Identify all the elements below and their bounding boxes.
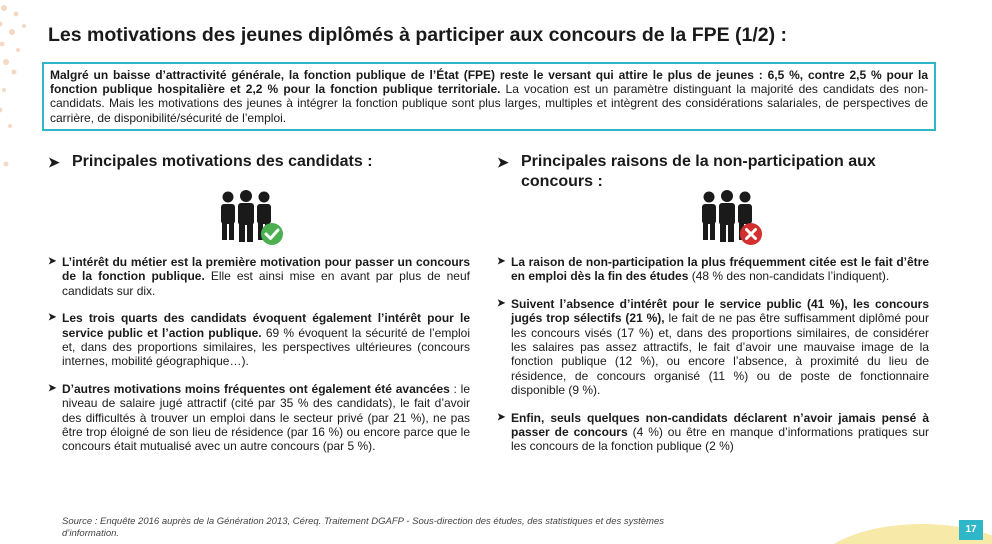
- bullet-arrow-icon: ➤: [497, 297, 506, 309]
- candidates-section: [48, 152, 470, 454]
- non-candidates-section: [497, 152, 929, 454]
- bullet-text: (4 %) ou être en manque d’informations pratiques sur les concours de la fonction publique (2 %): [511, 425, 929, 454]
- bullet-arrow-icon: ➤: [497, 411, 506, 423]
- list-item: [497, 411, 929, 454]
- bullet-bold: L’intérêt du métier est la première motivation pour passer un concours de la fonction publique.: [62, 255, 470, 284]
- bullet-bold: Suivent l’absence d’intérêt pour le service public (41 %), les concours jugés trop sélectifs (21 %),: [511, 296, 929, 326]
- bullet-arrow-icon: ➤: [48, 382, 57, 394]
- bullet-text: (48 % des non-candidats l’indiquent).: [688, 269, 890, 284]
- section-heading-text: Principales motivations des candidats :: [72, 153, 373, 170]
- bullet-bold: Les trois quarts des candidats évoquent également l’intérêt pour le service public et l’action publique.: [62, 311, 470, 340]
- bullet-text: Elle est ainsi mise en avant par plus de neuf candidats sur dix.: [62, 269, 470, 298]
- candidates-bullets: [48, 255, 470, 454]
- list-item: [497, 297, 929, 398]
- bullet-text: le fait de ne pas être suffisamment diplômé pour les concours visés (17 %) et, dans des proportions similaires, de considérer les salaires pas assez attractifs, le fait d’avoir une mauvaise image de la fonction publique (12 %), ou encore l’absence, à proximité du lieu de résidence, de concours organisé (11 %) ou de poste de fonctionnaire disponible (9 %).: [511, 311, 929, 398]
- arrow-icon: ➤: [48, 154, 60, 170]
- non-candidates-bullets: [497, 255, 929, 454]
- page-title: Les motivations des jeunes diplômés à participer aux concours de la FPE (1/2) :: [48, 24, 788, 46]
- bullet-arrow-icon: ➤: [497, 256, 506, 267]
- bullet-arrow-icon: ➤: [48, 312, 57, 324]
- intro-bold-text: Malgré un baisse d’attractivité générale, la fonction publique de l’État (FPE) reste le versant qui attire le plus de jeunes : 6,5 %, contre 2,5 % pour la fonction publique hospitalière et 2,2 % pour la fonction publique territoriale.: [50, 68, 928, 97]
- bullet-bold: La raison de non-participation la plus fréquemment citée est le fait d’être en emploi dès la fin des études: [511, 255, 929, 284]
- bullet-arrow-icon: ➤: [48, 256, 57, 267]
- intro-text: La vocation est un paramètre distinguant la majorité des candidats des non-candidats. Mais les motivations des jeunes à intégrer la fonction publique sont plus larges, multiples et intègrent des considérations salariales, de perspectives de carrière, de disponibilité/sécurité de l’emploi.: [50, 82, 928, 125]
- source-note: Source : Enquête 2016 auprès de la Génération 2013, Céreq. Traitement DGAFP - Sous-direction des études, des statistiques et des systèmes d’information.: [62, 516, 664, 539]
- intro-box: [42, 62, 936, 131]
- arrow-icon: ➤: [497, 154, 509, 170]
- group-cross-icon: [695, 190, 767, 251]
- page-number: 17: [959, 520, 983, 540]
- section-heading-text: Principales raisons de la non-participation aux concours :: [521, 153, 876, 190]
- list-item: [48, 382, 470, 454]
- list-item: [497, 255, 929, 284]
- bullet-text: : le niveau de salaire jugé attractif (cité par 35 % des candidats), le fait d’avoir des difficultés à trouver un emploi dans le secteur privé (par 21 %), ne pas être trop éloigné de son lieu de résidence (par 16 %) ou encore parce que le concours était mutualisé avec un autre concours (par 5 %).: [62, 381, 470, 454]
- bullet-bold: Enfin, seuls quelques non-candidats déclarent n’avoir jamais pensé à passer de concours: [511, 410, 929, 440]
- section-heading: [48, 152, 470, 172]
- group-check-icon: [214, 190, 286, 251]
- section-heading: [497, 152, 929, 192]
- bullet-text: 69 % évoquent la sécurité de l’emploi et, dans des proportions similaires, les perspectives ultérieures (concours internes, mobilité géographique…).: [62, 325, 470, 369]
- list-item: [48, 311, 470, 369]
- list-item: [48, 255, 470, 298]
- bullet-bold: D’autres motivations moins fréquentes ont également été avancées: [62, 381, 450, 396]
